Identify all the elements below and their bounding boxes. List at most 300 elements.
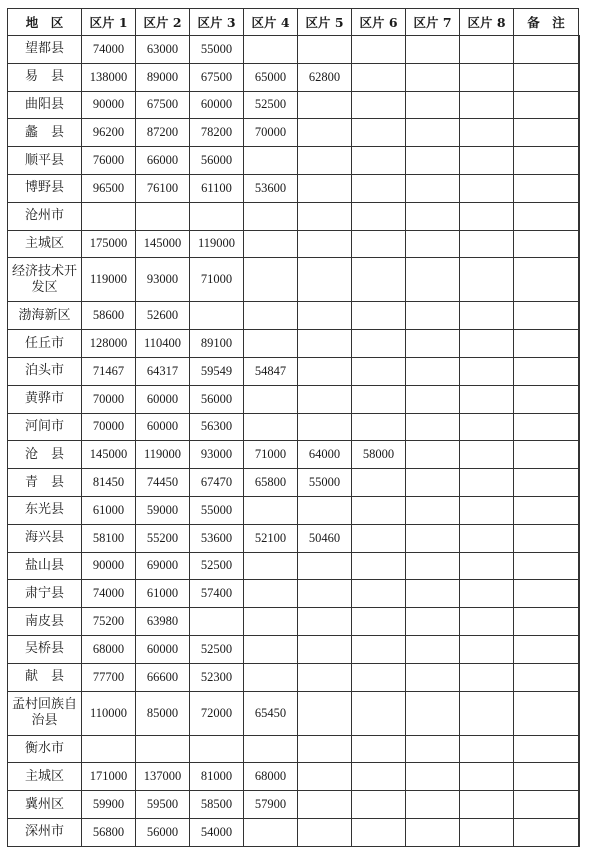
header-zone-4: 区片 4 (244, 9, 298, 36)
region-cell: 东光县 (8, 496, 82, 524)
zone-7-price-cell (406, 357, 460, 385)
zone-7-price-cell (406, 818, 460, 846)
zone-4-price-cell (244, 36, 298, 64)
remarks-cell (579, 202, 580, 230)
zone-2-price-cell: 59500 (136, 791, 190, 819)
zone-2-price-cell: 61000 (136, 580, 190, 608)
remarks-cell (579, 302, 580, 330)
header-row (8, 9, 580, 36)
zone-4-price-cell (244, 258, 298, 302)
table-row (8, 763, 580, 791)
remarks-cell (579, 735, 580, 763)
zone-7-price-cell (406, 147, 460, 175)
table-row (8, 441, 580, 469)
zone-2-price-cell: 87200 (136, 119, 190, 147)
region-cell: 孟村回族自治县 (8, 691, 82, 735)
zone-8-price-cell (460, 63, 514, 91)
zone-8-price-cell (460, 174, 514, 202)
zone-8-price-cell (460, 496, 514, 524)
zone-8-price-cell (460, 691, 514, 735)
zone-9-price-cell (514, 635, 579, 663)
zone-9-price-cell (514, 258, 579, 302)
region-cell: 曲阳县 (8, 91, 82, 119)
table-row (8, 36, 580, 64)
zone-1-price-cell: 74000 (82, 580, 136, 608)
zone-3-price-cell: 55000 (190, 36, 244, 64)
remarks-cell (579, 230, 580, 258)
zone-7-price-cell (406, 663, 460, 691)
remarks-cell (579, 608, 580, 636)
zone-7-price-cell (406, 608, 460, 636)
zone-9-price-cell (514, 330, 579, 358)
zone-7-price-cell (406, 258, 460, 302)
remarks-cell (579, 524, 580, 552)
remarks-cell (579, 635, 580, 663)
zone-7-price-cell (406, 524, 460, 552)
remarks-cell (579, 119, 580, 147)
zone-6-price-cell (352, 580, 406, 608)
zone-5-price-cell (298, 174, 352, 202)
region-cell: 望都县 (8, 36, 82, 64)
remarks-cell (579, 413, 580, 441)
zone-6-price-cell (352, 258, 406, 302)
zone-9-price-cell (514, 119, 579, 147)
table-body (8, 36, 580, 847)
zone-7-price-cell (406, 91, 460, 119)
zone-2-price-cell: 52600 (136, 302, 190, 330)
zone-5-price-cell (298, 202, 352, 230)
remarks-cell (579, 91, 580, 119)
zone-6-price-cell (352, 635, 406, 663)
zone-6-price-cell (352, 330, 406, 358)
header-zone-2: 区片 2 (136, 9, 190, 36)
zone-9-price-cell (514, 230, 579, 258)
table-row (8, 302, 580, 330)
zone-9-price-cell (514, 735, 579, 763)
zone-6-price-cell (352, 608, 406, 636)
zone-7-price-cell (406, 119, 460, 147)
remarks-cell (579, 496, 580, 524)
zone-4-price-cell: 70000 (244, 119, 298, 147)
zone-7-price-cell (406, 763, 460, 791)
zone-3-price-cell: 56300 (190, 413, 244, 441)
zone-4-price-cell (244, 230, 298, 258)
zone-5-price-cell: 62800 (298, 63, 352, 91)
zone-8-price-cell (460, 36, 514, 64)
zone-3-price-cell: 58500 (190, 791, 244, 819)
zone-2-price-cell: 89000 (136, 63, 190, 91)
zone-8-price-cell (460, 91, 514, 119)
zone-2-price-cell: 119000 (136, 441, 190, 469)
table-row (8, 735, 580, 763)
zone-7-price-cell (406, 330, 460, 358)
zone-5-price-cell (298, 608, 352, 636)
table-row (8, 357, 580, 385)
zone-1-price-cell (82, 735, 136, 763)
zone-5-price-cell (298, 691, 352, 735)
table-row (8, 524, 580, 552)
zone-1-price-cell: 171000 (82, 763, 136, 791)
remarks-cell (579, 63, 580, 91)
zone-4-price-cell (244, 496, 298, 524)
header-remarks: 备 注 (514, 9, 579, 36)
zone-6-price-cell (352, 147, 406, 175)
zone-5-price-cell (298, 663, 352, 691)
zone-8-price-cell (460, 552, 514, 580)
zone-1-price-cell: 128000 (82, 330, 136, 358)
zone-3-price-cell: 81000 (190, 763, 244, 791)
zone-2-price-cell: 60000 (136, 413, 190, 441)
table-row (8, 469, 580, 497)
zone-4-price-cell (244, 330, 298, 358)
zone-2-price-cell: 74450 (136, 469, 190, 497)
table-row (8, 202, 580, 230)
remarks-cell (579, 174, 580, 202)
zone-8-price-cell (460, 608, 514, 636)
zone-3-price-cell (190, 202, 244, 230)
zone-4-price-cell: 65800 (244, 469, 298, 497)
zone-3-price-cell: 59549 (190, 357, 244, 385)
zone-1-price-cell: 90000 (82, 91, 136, 119)
zone-1-price-cell: 61000 (82, 496, 136, 524)
table-row (8, 580, 580, 608)
remarks-cell (579, 357, 580, 385)
zone-4-price-cell (244, 663, 298, 691)
zone-3-price-cell: 78200 (190, 119, 244, 147)
table-row (8, 663, 580, 691)
zone-4-price-cell (244, 608, 298, 636)
zone-3-price-cell: 71000 (190, 258, 244, 302)
zone-4-price-cell: 52500 (244, 91, 298, 119)
zone-4-price-cell (244, 635, 298, 663)
zone-7-price-cell (406, 469, 460, 497)
zone-1-price-cell: 138000 (82, 63, 136, 91)
zone-2-price-cell: 60000 (136, 385, 190, 413)
zone-3-price-cell: 93000 (190, 441, 244, 469)
zone-4-price-cell (244, 735, 298, 763)
region-cell: 献 县 (8, 663, 82, 691)
zone-7-price-cell (406, 635, 460, 663)
zone-1-price-cell: 56800 (82, 818, 136, 846)
zone-9-price-cell (514, 580, 579, 608)
zone-6-price-cell (352, 496, 406, 524)
remarks-cell (579, 330, 580, 358)
zone-8-price-cell (460, 385, 514, 413)
zone-3-price-cell: 52300 (190, 663, 244, 691)
zone-1-price-cell: 76000 (82, 147, 136, 175)
zone-1-price-cell: 96200 (82, 119, 136, 147)
table-row (8, 174, 580, 202)
zone-9-price-cell (514, 818, 579, 846)
zone-5-price-cell (298, 552, 352, 580)
zone-4-price-cell: 65450 (244, 691, 298, 735)
region-cell: 吴桥县 (8, 635, 82, 663)
zone-2-price-cell: 145000 (136, 230, 190, 258)
zone-5-price-cell (298, 119, 352, 147)
zone-5-price-cell (298, 147, 352, 175)
region-cell: 黄骅市 (8, 385, 82, 413)
zone-4-price-cell: 54847 (244, 357, 298, 385)
remarks-cell (579, 147, 580, 175)
zone-9-price-cell (514, 385, 579, 413)
zone-7-price-cell (406, 496, 460, 524)
zone-6-price-cell (352, 524, 406, 552)
zone-4-price-cell (244, 580, 298, 608)
zone-6-price-cell (352, 735, 406, 763)
zone-6-price-cell (352, 763, 406, 791)
zone-4-price-cell (244, 818, 298, 846)
region-cell: 任丘市 (8, 330, 82, 358)
zone-9-price-cell (514, 608, 579, 636)
table-row (8, 791, 580, 819)
remarks-cell (579, 258, 580, 302)
zone-3-price-cell: 52500 (190, 552, 244, 580)
zone-6-price-cell (352, 230, 406, 258)
zone-6-price-cell (352, 119, 406, 147)
region-cell: 冀州区 (8, 791, 82, 819)
zone-4-price-cell: 57900 (244, 791, 298, 819)
table-row (8, 147, 580, 175)
zone-5-price-cell (298, 735, 352, 763)
zone-4-price-cell (244, 202, 298, 230)
zone-1-price-cell: 90000 (82, 552, 136, 580)
zone-8-price-cell (460, 469, 514, 497)
remarks-cell (579, 36, 580, 64)
zone-6-price-cell (352, 818, 406, 846)
zone-2-price-cell: 64317 (136, 357, 190, 385)
zone-9-price-cell (514, 202, 579, 230)
zone-6-price-cell (352, 91, 406, 119)
zone-5-price-cell (298, 413, 352, 441)
region-cell: 主城区 (8, 230, 82, 258)
zone-8-price-cell (460, 441, 514, 469)
zone-9-price-cell (514, 691, 579, 735)
zone-7-price-cell (406, 36, 460, 64)
zone-5-price-cell (298, 763, 352, 791)
zone-4-price-cell (244, 413, 298, 441)
zone-1-price-cell: 70000 (82, 413, 136, 441)
zone-3-price-cell: 61100 (190, 174, 244, 202)
land-price-table (7, 8, 580, 847)
zone-4-price-cell (244, 302, 298, 330)
zone-9-price-cell (514, 91, 579, 119)
zone-2-price-cell: 60000 (136, 635, 190, 663)
zone-9-price-cell (514, 663, 579, 691)
zone-3-price-cell: 52500 (190, 635, 244, 663)
zone-8-price-cell (460, 580, 514, 608)
zone-8-price-cell (460, 202, 514, 230)
zone-3-price-cell: 56000 (190, 385, 244, 413)
zone-2-price-cell: 63980 (136, 608, 190, 636)
zone-9-price-cell (514, 524, 579, 552)
region-cell: 易 县 (8, 63, 82, 91)
zone-1-price-cell: 74000 (82, 36, 136, 64)
header-zone-8: 区片 8 (460, 9, 514, 36)
zone-9-price-cell (514, 791, 579, 819)
zone-2-price-cell: 85000 (136, 691, 190, 735)
zone-9-price-cell (514, 469, 579, 497)
header-zone-3: 区片 3 (190, 9, 244, 36)
zone-7-price-cell (406, 691, 460, 735)
zone-5-price-cell (298, 496, 352, 524)
zone-9-price-cell (514, 441, 579, 469)
zone-7-price-cell (406, 580, 460, 608)
zone-2-price-cell: 59000 (136, 496, 190, 524)
zone-6-price-cell (352, 202, 406, 230)
table-row (8, 385, 580, 413)
region-cell: 沧 县 (8, 441, 82, 469)
zone-3-price-cell: 119000 (190, 230, 244, 258)
zone-1-price-cell: 75200 (82, 608, 136, 636)
zone-1-price-cell: 81450 (82, 469, 136, 497)
zone-1-price-cell (82, 202, 136, 230)
zone-1-price-cell: 145000 (82, 441, 136, 469)
zone-7-price-cell (406, 413, 460, 441)
region-cell: 衡水市 (8, 735, 82, 763)
zone-7-price-cell (406, 385, 460, 413)
table-row (8, 330, 580, 358)
zone-5-price-cell: 55000 (298, 469, 352, 497)
table-row (8, 413, 580, 441)
zone-8-price-cell (460, 818, 514, 846)
zone-6-price-cell (352, 469, 406, 497)
zone-1-price-cell: 71467 (82, 357, 136, 385)
zone-3-price-cell (190, 608, 244, 636)
remarks-cell (579, 763, 580, 791)
zone-4-price-cell (244, 552, 298, 580)
zone-2-price-cell (136, 202, 190, 230)
zone-8-price-cell (460, 330, 514, 358)
zone-8-price-cell (460, 663, 514, 691)
zone-4-price-cell: 68000 (244, 763, 298, 791)
zone-8-price-cell (460, 635, 514, 663)
zone-6-price-cell (352, 791, 406, 819)
zone-6-price-cell (352, 663, 406, 691)
zone-9-price-cell (514, 147, 579, 175)
land-price-table-container (7, 8, 580, 847)
zone-2-price-cell: 63000 (136, 36, 190, 64)
zone-9-price-cell (514, 552, 579, 580)
header-zone-5: 区片 5 (298, 9, 352, 36)
zone-1-price-cell: 68000 (82, 635, 136, 663)
zone-9-price-cell (514, 413, 579, 441)
table-row (8, 63, 580, 91)
zone-8-price-cell (460, 119, 514, 147)
zone-4-price-cell: 71000 (244, 441, 298, 469)
zone-9-price-cell (514, 496, 579, 524)
zone-7-price-cell (406, 552, 460, 580)
zone-6-price-cell (352, 357, 406, 385)
zone-2-price-cell: 66600 (136, 663, 190, 691)
zone-7-price-cell (406, 441, 460, 469)
zone-8-price-cell (460, 763, 514, 791)
remarks-cell (579, 552, 580, 580)
zone-1-price-cell: 59900 (82, 791, 136, 819)
zone-2-price-cell: 66000 (136, 147, 190, 175)
zone-6-price-cell (352, 691, 406, 735)
region-cell: 深州市 (8, 818, 82, 846)
remarks-cell (579, 580, 580, 608)
zone-6-price-cell (352, 63, 406, 91)
header-region: 地 区 (8, 9, 82, 36)
zone-8-price-cell (460, 230, 514, 258)
zone-5-price-cell (298, 302, 352, 330)
zone-9-price-cell (514, 36, 579, 64)
zone-3-price-cell: 53600 (190, 524, 244, 552)
remarks-cell (579, 469, 580, 497)
zone-8-price-cell (460, 258, 514, 302)
remarks-cell (579, 385, 580, 413)
zone-6-price-cell (352, 302, 406, 330)
zone-5-price-cell (298, 230, 352, 258)
zone-1-price-cell: 110000 (82, 691, 136, 735)
region-cell: 南皮县 (8, 608, 82, 636)
zone-2-price-cell: 93000 (136, 258, 190, 302)
zone-4-price-cell: 65000 (244, 63, 298, 91)
region-cell: 顺平县 (8, 147, 82, 175)
zone-5-price-cell (298, 385, 352, 413)
table-row (8, 258, 580, 302)
zone-4-price-cell: 53600 (244, 174, 298, 202)
zone-3-price-cell: 67470 (190, 469, 244, 497)
zone-1-price-cell: 77700 (82, 663, 136, 691)
zone-2-price-cell: 69000 (136, 552, 190, 580)
zone-9-price-cell (514, 357, 579, 385)
zone-5-price-cell (298, 258, 352, 302)
table-row (8, 635, 580, 663)
zone-6-price-cell (352, 552, 406, 580)
region-cell: 海兴县 (8, 524, 82, 552)
zone-9-price-cell (514, 63, 579, 91)
region-cell: 渤海新区 (8, 302, 82, 330)
zone-9-price-cell (514, 763, 579, 791)
zone-2-price-cell (136, 735, 190, 763)
zone-1-price-cell: 70000 (82, 385, 136, 413)
region-cell: 肃宁县 (8, 580, 82, 608)
zone-4-price-cell: 52100 (244, 524, 298, 552)
zone-1-price-cell: 58100 (82, 524, 136, 552)
zone-6-price-cell (352, 413, 406, 441)
region-cell: 博野县 (8, 174, 82, 202)
zone-4-price-cell (244, 385, 298, 413)
zone-3-price-cell: 72000 (190, 691, 244, 735)
table-row (8, 496, 580, 524)
zone-7-price-cell (406, 202, 460, 230)
zone-1-price-cell: 96500 (82, 174, 136, 202)
remarks-cell (579, 791, 580, 819)
remarks-cell (579, 441, 580, 469)
zone-5-price-cell (298, 818, 352, 846)
zone-5-price-cell (298, 357, 352, 385)
zone-5-price-cell (298, 635, 352, 663)
zone-3-price-cell: 57400 (190, 580, 244, 608)
zone-7-price-cell (406, 735, 460, 763)
table-row (8, 230, 580, 258)
zone-9-price-cell (514, 302, 579, 330)
zone-8-price-cell (460, 147, 514, 175)
region-cell: 青 县 (8, 469, 82, 497)
zone-7-price-cell (406, 63, 460, 91)
table-row (8, 608, 580, 636)
zone-5-price-cell (298, 330, 352, 358)
zone-5-price-cell: 64000 (298, 441, 352, 469)
zone-1-price-cell: 58600 (82, 302, 136, 330)
zone-6-price-cell (352, 174, 406, 202)
remarks-cell (579, 663, 580, 691)
zone-3-price-cell: 67500 (190, 63, 244, 91)
zone-3-price-cell (190, 302, 244, 330)
zone-3-price-cell: 54000 (190, 818, 244, 846)
